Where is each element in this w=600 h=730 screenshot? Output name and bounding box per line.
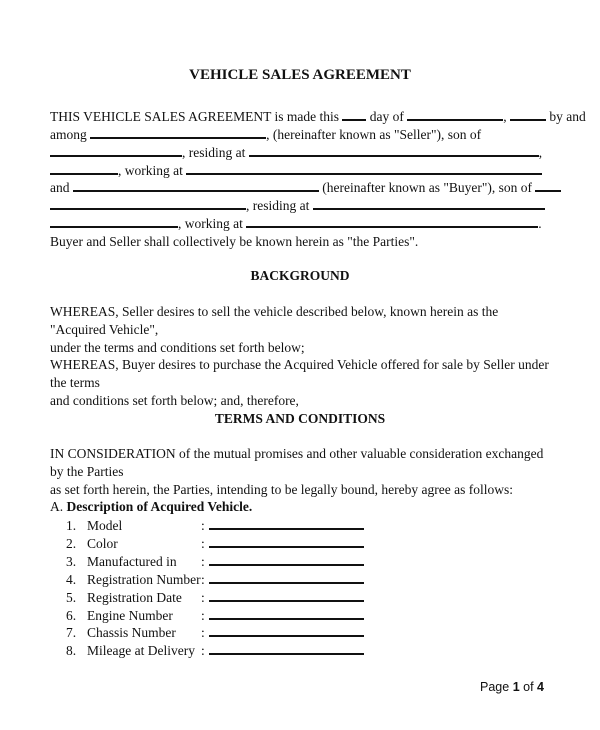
intro-line-6 bbox=[50, 197, 545, 215]
background-paragraph-1 bbox=[50, 303, 550, 357]
intro-line-2 bbox=[50, 126, 481, 144]
page-indicator bbox=[480, 678, 544, 696]
intro-text: . bbox=[538, 216, 542, 231]
parties-definition: Buyer and Seller shall collectively be known herein as "the Parties". bbox=[50, 234, 419, 249]
field-colon: : bbox=[201, 535, 205, 551]
field-label: Mileage at Delivery bbox=[87, 643, 195, 659]
field-number: 3. bbox=[66, 553, 77, 569]
paragraph-line: WHEREAS, Buyer desires to purchase the Acquired Vehicle offered for sale by Seller under the terms bbox=[50, 357, 549, 390]
seller-work-prefix-blank[interactable] bbox=[50, 163, 118, 175]
field-blank[interactable] bbox=[209, 570, 364, 584]
paragraph-line: as set forth herein, the Parties, intending to be legally bound, hereby agree as follows: bbox=[50, 482, 513, 497]
section-prefix: A. bbox=[50, 499, 64, 514]
intro-text: , residing at bbox=[246, 198, 310, 213]
document-title: VEHICLE SALES AGREEMENT bbox=[189, 67, 411, 83]
vehicle-field-row bbox=[66, 552, 364, 570]
seller-parent-blank[interactable] bbox=[50, 145, 182, 157]
field-number: 4. bbox=[66, 571, 77, 587]
intro-line-3 bbox=[50, 144, 542, 162]
intro-text: , residing at bbox=[182, 145, 246, 160]
field-blank[interactable] bbox=[209, 623, 364, 637]
intro-text: by and bbox=[549, 109, 586, 124]
field-colon: : bbox=[201, 553, 205, 569]
background-heading: BACKGROUND bbox=[250, 268, 350, 283]
vehicle-field-row bbox=[66, 623, 364, 641]
vehicle-field-row bbox=[66, 606, 364, 624]
paragraph-line: WHEREAS, Seller desires to sell the vehicle described below, known herein as the "Acquired Vehicle", bbox=[50, 304, 499, 337]
buyer-parent-cont-blank[interactable] bbox=[50, 198, 246, 210]
field-number: 2. bbox=[66, 535, 77, 551]
field-colon: : bbox=[201, 571, 205, 587]
buyer-workplace-blank[interactable] bbox=[246, 216, 538, 228]
intro-text: , bbox=[538, 145, 543, 160]
page-word: Page bbox=[480, 680, 510, 694]
field-number: 7. bbox=[66, 625, 77, 641]
paragraph-line: and conditions set forth below; and, therefore, bbox=[50, 393, 299, 408]
field-label: Color bbox=[87, 535, 118, 551]
of-word: of bbox=[523, 680, 534, 694]
field-colon: : bbox=[201, 643, 205, 659]
intro-text: , working at bbox=[178, 216, 243, 231]
field-blank[interactable] bbox=[209, 516, 364, 530]
field-number: 8. bbox=[66, 643, 77, 659]
day-blank[interactable] bbox=[342, 109, 366, 121]
section-title: Description of Acquired Vehicle. bbox=[66, 499, 253, 514]
field-number: 6. bbox=[66, 607, 77, 623]
paragraph-line: under the terms and conditions set forth below; bbox=[50, 340, 305, 355]
field-blank[interactable] bbox=[209, 552, 364, 566]
vehicle-field-row bbox=[66, 570, 364, 588]
vehicle-field-row bbox=[66, 516, 364, 534]
buyer-parent-blank[interactable] bbox=[535, 180, 561, 192]
field-label: Manufactured in bbox=[87, 553, 177, 569]
seller-address-blank[interactable] bbox=[249, 145, 539, 157]
field-label: Engine Number bbox=[87, 607, 173, 623]
field-label: Registration Number bbox=[87, 571, 201, 587]
vehicle-field-row bbox=[66, 588, 364, 606]
paragraph-line: IN CONSIDERATION of the mutual promises and other valuable consideration exchanged by the Parties bbox=[50, 446, 544, 479]
intro-line-5 bbox=[50, 179, 561, 197]
field-blank[interactable] bbox=[209, 606, 364, 620]
background-paragraph-2 bbox=[50, 356, 550, 410]
intro-text: , (hereinafter known as "Seller"), son of bbox=[266, 127, 482, 142]
field-colon: : bbox=[201, 607, 205, 623]
field-label: Registration Date bbox=[87, 589, 182, 605]
intro-text: and bbox=[50, 180, 70, 195]
month-blank[interactable] bbox=[407, 109, 503, 121]
field-colon: : bbox=[201, 589, 205, 605]
intro-text: (hereinafter known as "Buyer"), son of bbox=[322, 180, 532, 195]
field-blank[interactable] bbox=[209, 588, 364, 602]
field-blank[interactable] bbox=[209, 534, 364, 548]
seller-workplace-blank[interactable] bbox=[186, 163, 542, 175]
buyer-address-blank[interactable] bbox=[313, 198, 545, 210]
intro-text: among bbox=[50, 127, 87, 142]
terms-paragraph bbox=[50, 445, 550, 499]
intro-text: , bbox=[503, 109, 507, 124]
field-label: Chassis Number bbox=[87, 625, 176, 641]
field-number: 5. bbox=[66, 589, 77, 605]
buyer-name-blank[interactable] bbox=[73, 180, 319, 192]
vehicle-field-row bbox=[66, 641, 364, 659]
section-a-heading bbox=[50, 498, 252, 516]
intro-text: THIS VEHICLE SALES AGREEMENT is made this bbox=[50, 109, 339, 124]
intro-line-7 bbox=[50, 215, 542, 233]
field-blank[interactable] bbox=[209, 641, 364, 655]
intro-line-4 bbox=[50, 162, 542, 180]
buyer-work-prefix-blank[interactable] bbox=[50, 216, 178, 228]
year-blank[interactable] bbox=[510, 109, 546, 121]
intro-text: , working at bbox=[118, 163, 183, 178]
field-colon: : bbox=[201, 625, 205, 641]
field-colon: : bbox=[201, 518, 205, 533]
field-label: Model bbox=[87, 518, 123, 533]
intro-text: day of bbox=[369, 109, 404, 124]
current-page: 1 bbox=[512, 680, 520, 694]
field-number: 1. bbox=[66, 518, 77, 533]
terms-heading: TERMS AND CONDITIONS bbox=[214, 411, 386, 426]
seller-name-blank[interactable] bbox=[90, 127, 266, 139]
total-pages: 4 bbox=[537, 680, 544, 694]
vehicle-field-row bbox=[66, 534, 364, 552]
intro-line-1 bbox=[50, 108, 586, 126]
